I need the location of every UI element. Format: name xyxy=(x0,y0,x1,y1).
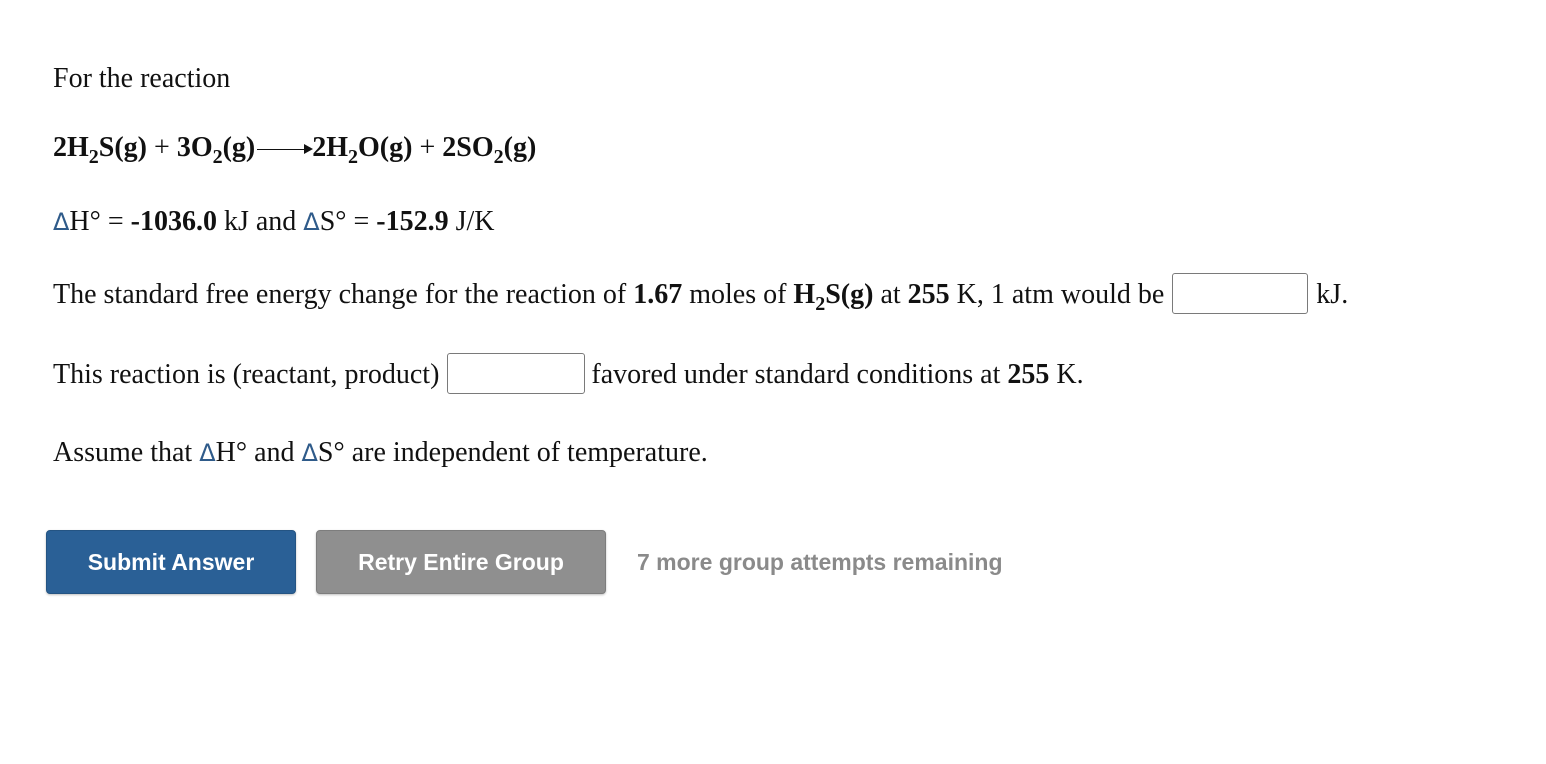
equation-reactants xyxy=(53,132,148,168)
assumption-note xyxy=(53,436,708,470)
delta-icon: Δ xyxy=(53,208,70,236)
species-suffix: S(g) xyxy=(825,279,874,310)
entropy-unit: J/K xyxy=(448,206,495,237)
reaction-arrow-icon xyxy=(257,131,313,165)
assumption-text-2: and xyxy=(247,437,302,468)
thermo-values xyxy=(53,205,495,239)
reactant-h2s-subscript: 2 xyxy=(88,146,99,168)
species-formula xyxy=(793,279,874,315)
free-energy-text-1: The standard free energy change for the reaction of xyxy=(53,279,634,310)
enthalpy-label: H° = xyxy=(69,206,131,237)
free-energy-question xyxy=(53,278,1348,314)
submit-answer-button[interactable]: Submit Answer xyxy=(46,530,296,594)
plus-sign: + xyxy=(412,132,443,163)
chemical-equation xyxy=(53,131,537,168)
favored-text-2: favored under standard conditions at xyxy=(591,359,1008,390)
species-subscript: 2 xyxy=(815,293,826,315)
plus-sign: + xyxy=(147,132,177,163)
question-intro: For the reaction xyxy=(53,63,231,94)
species-prefix: H xyxy=(793,279,816,310)
assumption-text-1: Assume that xyxy=(53,437,200,468)
entropy-value: -152.9 xyxy=(376,206,449,237)
delta-icon: Δ xyxy=(303,208,320,236)
product-h2o-subscript: 2 xyxy=(348,146,359,168)
equation-product-h2o xyxy=(312,132,413,168)
temperature-value: 255 xyxy=(907,279,950,310)
reactant-h2s-prefix: 2H xyxy=(53,132,89,163)
product-so2-prefix: 2SO xyxy=(442,132,494,163)
favored-input[interactable] xyxy=(447,353,585,394)
assumption-text-3: are independent of temperature. xyxy=(344,437,708,468)
assumption-enthalpy: H° xyxy=(215,437,248,468)
free-energy-input[interactable] xyxy=(1172,273,1308,314)
delta-icon: Δ xyxy=(199,439,216,467)
product-so2-suffix: (g) xyxy=(503,132,537,163)
entropy-label: S° = xyxy=(319,206,377,237)
assumption-entropy: S° xyxy=(317,437,345,468)
reactant-o2-subscript: 2 xyxy=(212,146,223,168)
reactant-o2-suffix: (g) xyxy=(222,132,256,163)
retry-entire-group-button[interactable]: Retry Entire Group xyxy=(316,530,606,594)
favored-text-1: This reaction is (reactant, product) xyxy=(53,359,440,390)
favored-temperature-value: 255 xyxy=(1007,359,1050,390)
free-energy-text-2: moles of xyxy=(682,279,794,310)
favored-question xyxy=(53,358,1084,394)
favored-text-3: K. xyxy=(1049,359,1084,390)
product-h2o-suffix: O(g) xyxy=(358,132,413,163)
enthalpy-unit: kJ and xyxy=(216,206,304,237)
free-energy-unit: kJ. xyxy=(1316,279,1349,310)
moles-value: 1.67 xyxy=(633,279,683,310)
product-so2-subscript: 2 xyxy=(493,146,504,168)
delta-icon: Δ xyxy=(301,439,318,467)
free-energy-text-4: K, 1 atm would be xyxy=(949,279,1165,310)
equation-reactant-o2 xyxy=(176,132,256,168)
enthalpy-value: -1036.0 xyxy=(130,206,217,237)
reactant-h2s-suffix: S(g) xyxy=(98,132,148,163)
equation-product-so2 xyxy=(442,132,537,168)
free-energy-text-3: at xyxy=(873,279,908,310)
reactant-o2-prefix: 3O xyxy=(176,132,213,163)
product-h2o-prefix: 2H xyxy=(312,132,349,163)
attempts-remaining-text: 7 more group attempts remaining xyxy=(637,549,1003,575)
